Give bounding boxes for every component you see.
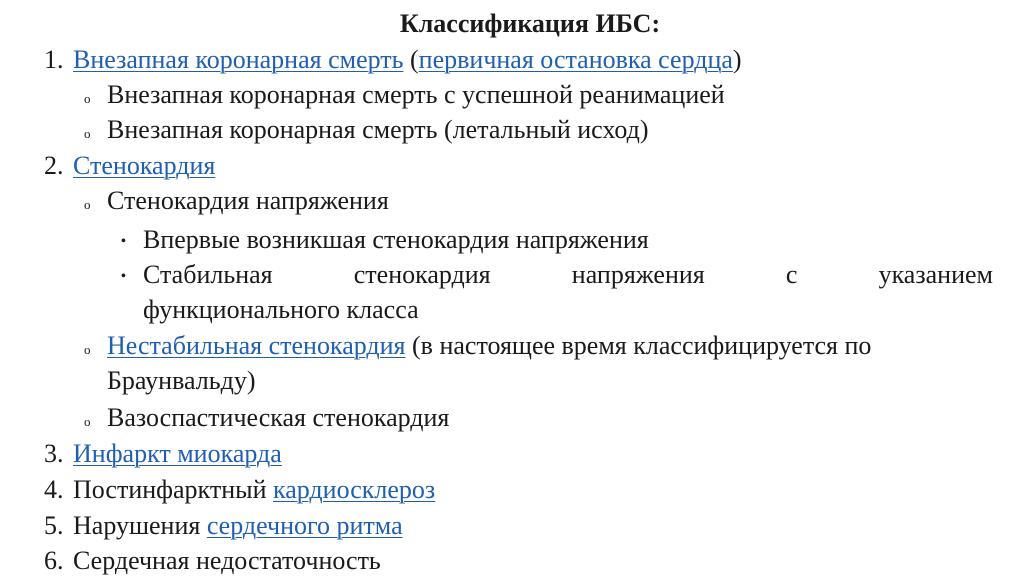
word: с [785,260,798,289]
list-number: 2. [44,151,64,180]
item-text: Сердечная недостаточность [73,546,381,575]
link-primary-cardiac-arrest[interactable]: первичная остановка сердца [418,45,733,74]
link-heart-rhythm[interactable]: сердечного ритма [206,511,403,540]
list-number: 1. [44,45,64,74]
subitem-text [107,328,871,363]
item-text: Нарушения [73,511,201,540]
list-number: 3. [44,439,64,468]
circle-bullet-icon: o [84,342,91,357]
link-unstable-angina[interactable]: Нестабильная стенокардия [107,331,406,360]
close-paren: ) [732,45,742,74]
subitem-continuation: Браунвальду) [107,366,256,395]
subitem-text: Внезапная коронарная смерть (летальный исход) [107,115,649,144]
word: стенокардия [353,260,491,289]
subitem-text: Стенокардия напряжения [107,186,389,215]
word: указанием [878,260,993,289]
list-item-4 [0,472,435,507]
circle-bullet-icon: o [84,197,91,212]
circle-bullet-icon: o [84,91,91,106]
link-sudden-coronary-death[interactable]: Внезапная коронарная смерть [73,45,404,74]
list-item-1 [0,42,742,77]
dot-bullet-icon: • [121,234,126,249]
list-number: 5. [44,511,64,540]
subsubitem-continuation: функционального класса [143,295,419,324]
link-myocardial-infarction[interactable]: Инфаркт миокарда [73,439,282,468]
justified-text-line [143,257,993,292]
word: Стабильная [143,260,273,289]
list-item-2 [0,148,215,183]
subsubitem-text: Впервые возникшая стенокардия напряжения [143,225,649,254]
subitem-note: (в настоящее время классифицируется по [412,331,872,360]
link-angina[interactable]: Стенокардия [73,151,216,180]
word: напряжения [571,260,705,289]
circle-bullet-icon: o [84,126,91,141]
dot-bullet-icon: • [121,269,126,284]
link-cardiosclerosis[interactable]: кардиосклероз [273,475,436,504]
list-item-5 [0,508,403,543]
list-number: 6. [44,546,64,575]
list-number: 4. [44,475,64,504]
open-paren: ( [410,45,419,74]
list-item-6 [0,543,381,578]
subitem-text: Вазоспастическая стенокардия [107,403,450,432]
list-item-3 [0,436,282,471]
subitem-text: Внезапная коронарная смерть с успешной реанимацией [107,80,725,109]
circle-bullet-icon: o [84,414,91,429]
slide-title: Классификация ИБС: [399,9,661,38]
item-text: Постинфарктный [73,475,267,504]
